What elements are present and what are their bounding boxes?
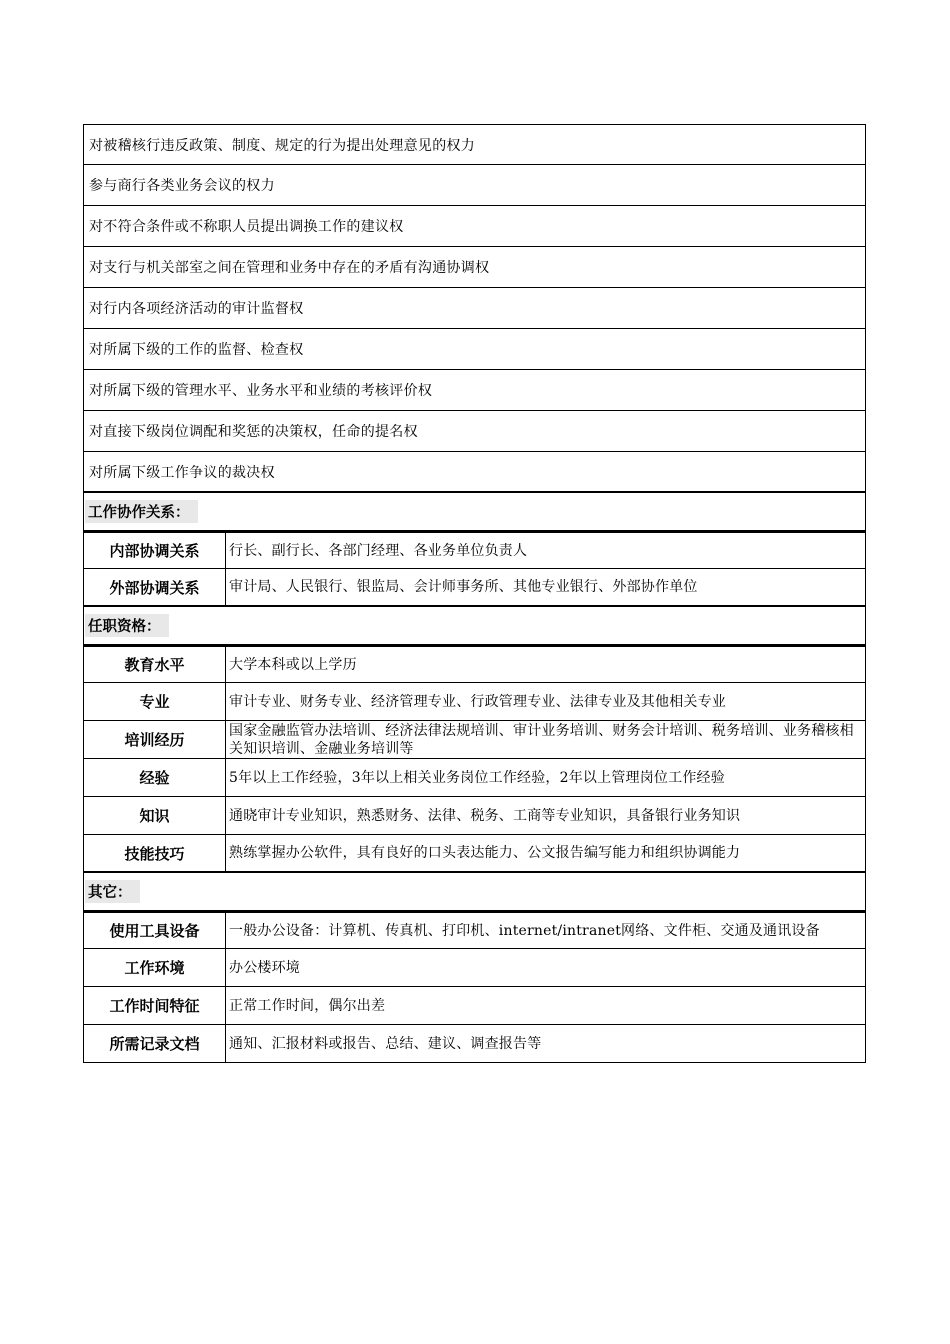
section-qualifications xyxy=(83,607,866,645)
row-label: 技能技巧 xyxy=(84,835,226,871)
row-label: 内部协调关系 xyxy=(84,533,226,568)
row-value: 行长、副行长、各部门经理、各业务单位负责人 xyxy=(229,542,528,559)
table-row xyxy=(83,987,866,1025)
row-label: 培训经历 xyxy=(84,721,226,758)
row-value: 5年以上工作经验，3年以上相关业务岗位工作经验，2年以上管理岗位工作经验 xyxy=(229,769,725,786)
authority-item: 对不符合条件或不称职人员提出调换工作的建议权 xyxy=(83,206,866,247)
table-row xyxy=(83,683,866,721)
row-label: 教育水平 xyxy=(84,647,226,682)
authority-item: 对直接下级岗位调配和奖惩的决策权，任命的提名权 xyxy=(83,411,866,452)
row-label: 所需记录文档 xyxy=(84,1025,226,1062)
row-value: 一般办公设备：计算机、传真机、打印机、internet/intranet网络、文件柜、交通及通讯设备 xyxy=(229,922,820,939)
authority-item: 对被稽核行违反政策、制度、规定的行为提出处理意见的权力 xyxy=(83,124,866,165)
authority-item: 参与商行各类业务会议的权力 xyxy=(83,165,866,206)
row-label: 使用工具设备 xyxy=(84,913,226,948)
table-row xyxy=(83,835,866,873)
row-label: 工作环境 xyxy=(84,949,226,986)
row-value: 办公楼环境 xyxy=(229,959,300,976)
row-value: 国家金融监管办法培训、经济法律法规培训、审计业务培训、财务会计培训、税务培训、业务稽核相关知识培训、金融业务培训等 xyxy=(229,722,854,757)
row-value: 审计局、人民银行、银监局、会计师事务所、其他专业银行、外部协作单位 xyxy=(229,579,698,595)
section-collaboration xyxy=(83,493,866,531)
row-value: 熟练掌握办公软件，具有良好的口头表达能力、公文报告编写能力和组织协调能力 xyxy=(229,845,741,861)
row-label: 经验 xyxy=(84,759,226,796)
row-label: 工作时间特征 xyxy=(84,987,226,1024)
row-value: 大学本科或以上学历 xyxy=(229,656,357,673)
authority-item: 对支行与机关部室之间在管理和业务中存在的矛盾有沟通协调权 xyxy=(83,247,866,288)
job-description-table xyxy=(83,124,866,1063)
authority-item: 对行内各项经济活动的审计监督权 xyxy=(83,288,866,329)
table-row xyxy=(83,721,866,759)
table-row xyxy=(83,569,866,607)
authority-item: 对所属下级的工作的监督、检查权 xyxy=(83,329,866,370)
row-label: 知识 xyxy=(84,797,226,834)
section-title: 其它： xyxy=(85,880,140,903)
row-value: 审计专业、财务专业、经济管理专业、行政管理专业、法律专业及其他相关专业 xyxy=(229,693,726,710)
table-row xyxy=(83,759,866,797)
section-title: 工作协作关系： xyxy=(85,500,198,523)
table-row xyxy=(83,949,866,987)
authority-item: 对所属下级的管理水平、业务水平和业绩的考核评价权 xyxy=(83,370,866,411)
section-title: 任职资格： xyxy=(85,614,169,637)
table-row xyxy=(83,797,866,835)
table-row xyxy=(83,645,866,683)
table-row xyxy=(83,531,866,569)
row-label: 外部协调关系 xyxy=(84,569,226,605)
row-value: 正常工作时间，偶尔出差 xyxy=(229,997,386,1014)
authority-item: 对所属下级工作争议的裁决权 xyxy=(83,452,866,493)
row-value: 通知、汇报材料或报告、总结、建议、调查报告等 xyxy=(229,1035,542,1052)
table-row xyxy=(83,911,866,949)
section-other xyxy=(83,873,866,911)
row-label: 专业 xyxy=(84,683,226,720)
table-row xyxy=(83,1025,866,1063)
row-value: 通晓审计专业知识，熟悉财务、法律、税务、工商等专业知识，具备银行业务知识 xyxy=(229,807,741,824)
